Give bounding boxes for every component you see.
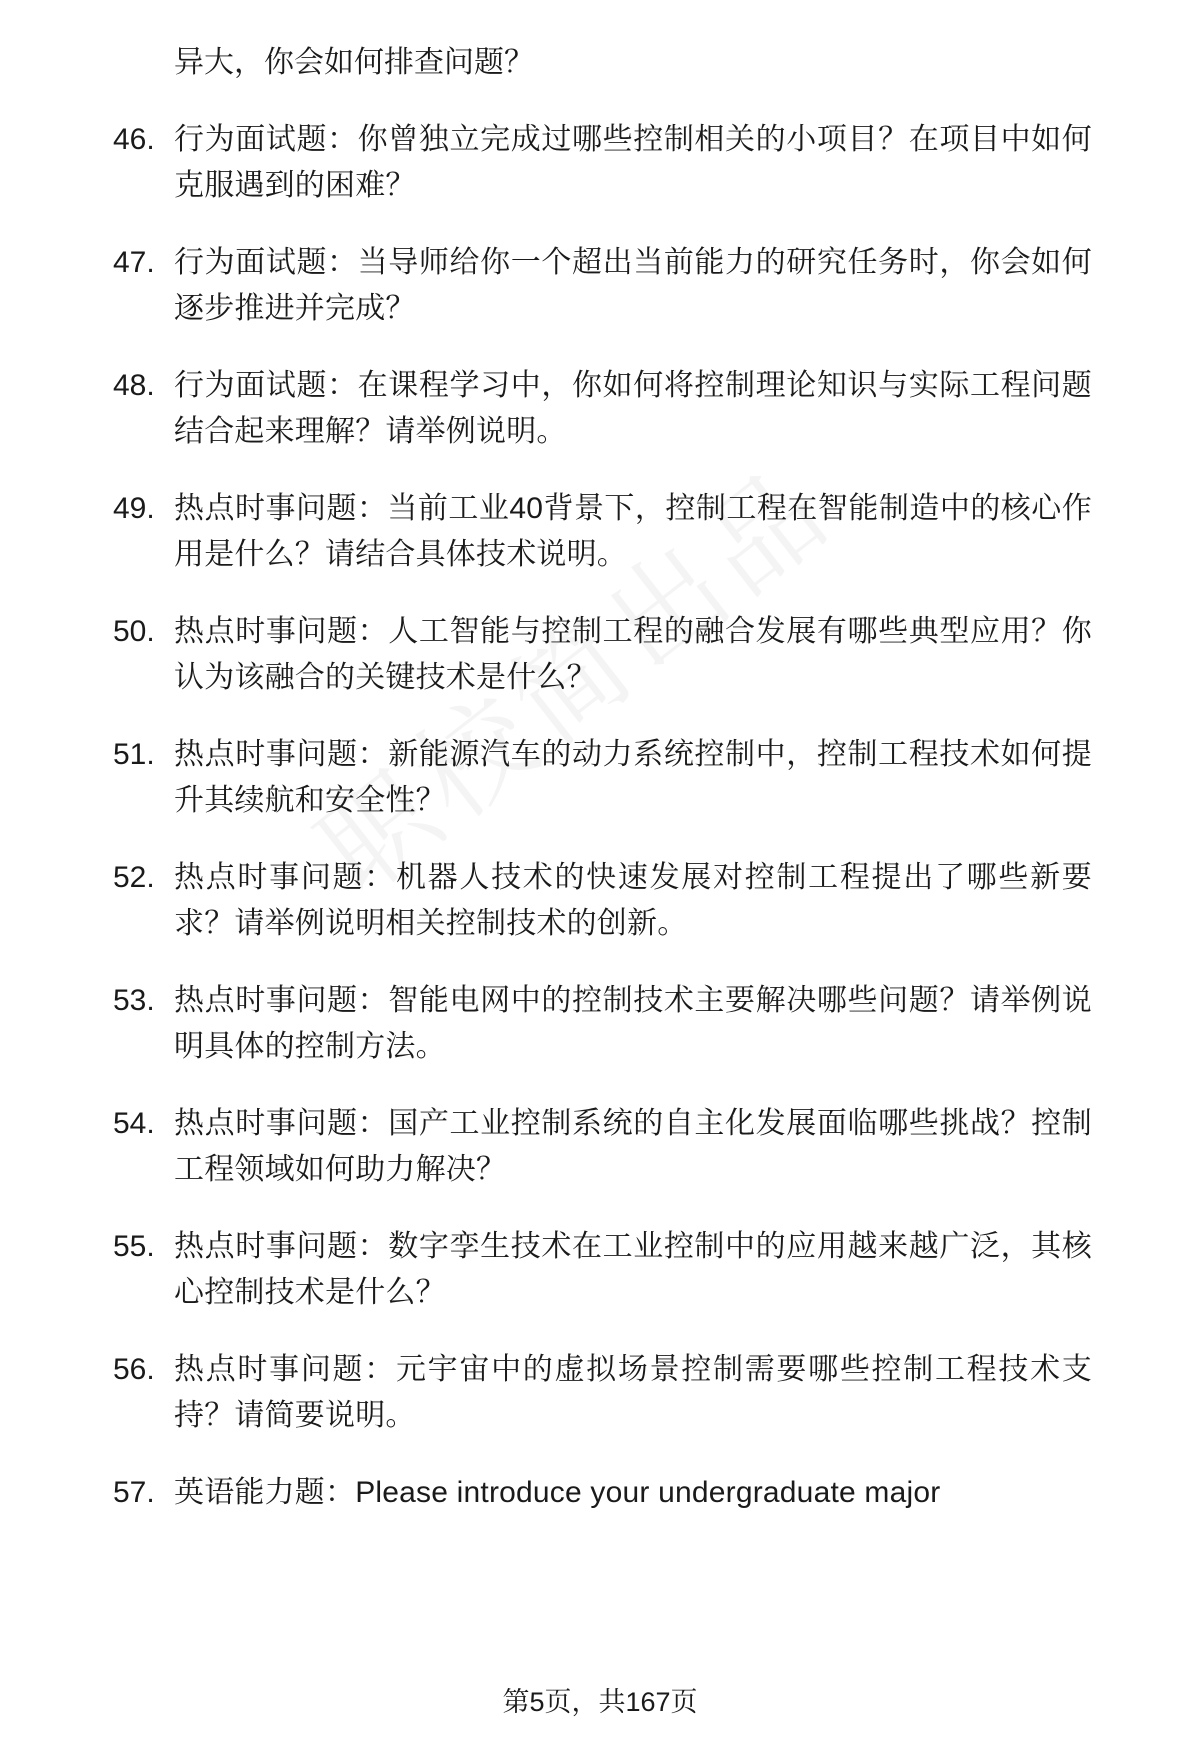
question-number: 57. <box>113 1475 155 1509</box>
question-number: 55. <box>113 1229 155 1263</box>
question-text: 行为面试题：你曾独立完成过哪些控制相关的小项目？在项目中如何克服遇到的困难？ <box>174 122 1092 202</box>
question-text: 热点时事问题：国产工业控制系统的自主化发展面临哪些挑战？控制工程领域如何助力解决？ <box>174 1106 1092 1186</box>
question-number: 53. <box>113 983 155 1017</box>
question-text: 热点时事问题：当前工业40背景下，控制工程在智能制造中的核心作用是什么？请结合具体技术说明。 <box>174 491 1092 571</box>
question-text: 热点时事问题：人工智能与控制工程的融合发展有哪些典型应用？你认为该融合的关键技术是什么？ <box>174 614 1092 694</box>
question-text: 热点时事问题：数字孪生技术在工业控制中的应用越来越广泛，其核心控制技术是什么？ <box>174 1229 1092 1309</box>
question-text: 行为面试题：在课程学习中，你如何将控制理论知识与实际工程问题结合起来理解？请举例说明。 <box>174 368 1092 448</box>
question-item <box>108 1470 1092 1517</box>
question-text: 热点时事问题：机器人技术的快速发展对控制工程提出了哪些新要求？请举例说明相关控制技术的创新。 <box>174 860 1092 940</box>
question-number: 50. <box>113 614 155 648</box>
question-item <box>108 240 1092 333</box>
question-number: 54. <box>113 1106 155 1140</box>
question-text: 热点时事问题：智能电网中的控制技术主要解决哪些问题？请举例说明具体的控制方法。 <box>174 983 1092 1063</box>
question-text: 热点时事问题：元宇宙中的虚拟场景控制需要哪些控制工程技术支持？请简要说明。 <box>174 1352 1092 1432</box>
question-item <box>108 1224 1092 1317</box>
page-content <box>108 40 1092 1516</box>
question-item <box>108 117 1092 210</box>
question-item <box>108 1101 1092 1194</box>
question-text: 行为面试题：当导师给你一个超出当前能力的研究任务时，你会如何逐步推进并完成？ <box>174 245 1092 325</box>
question-number: 46. <box>113 122 155 156</box>
question-number: 52. <box>113 860 155 894</box>
question-item <box>108 855 1092 948</box>
question-number: 47. <box>113 245 155 279</box>
question-item <box>108 1347 1092 1440</box>
continued-text: 异大，你会如何排查问题？ <box>174 46 534 79</box>
question-number: 56. <box>113 1352 155 1386</box>
question-number: 51. <box>113 737 155 771</box>
question-item <box>108 486 1092 579</box>
question-item <box>108 363 1092 456</box>
question-item <box>108 732 1092 825</box>
question-number: 49. <box>113 491 155 525</box>
page-footer: 第5页，共167页 <box>502 1687 698 1717</box>
question-text: 热点时事问题：新能源汽车的动力系统控制中，控制工程技术如何提升其续航和安全性？ <box>174 737 1092 817</box>
question-item <box>108 609 1092 702</box>
question-text: 英语能力题：Please introduce your undergraduate major <box>174 1475 941 1509</box>
question-item <box>108 978 1092 1071</box>
question-number: 48. <box>113 368 155 402</box>
